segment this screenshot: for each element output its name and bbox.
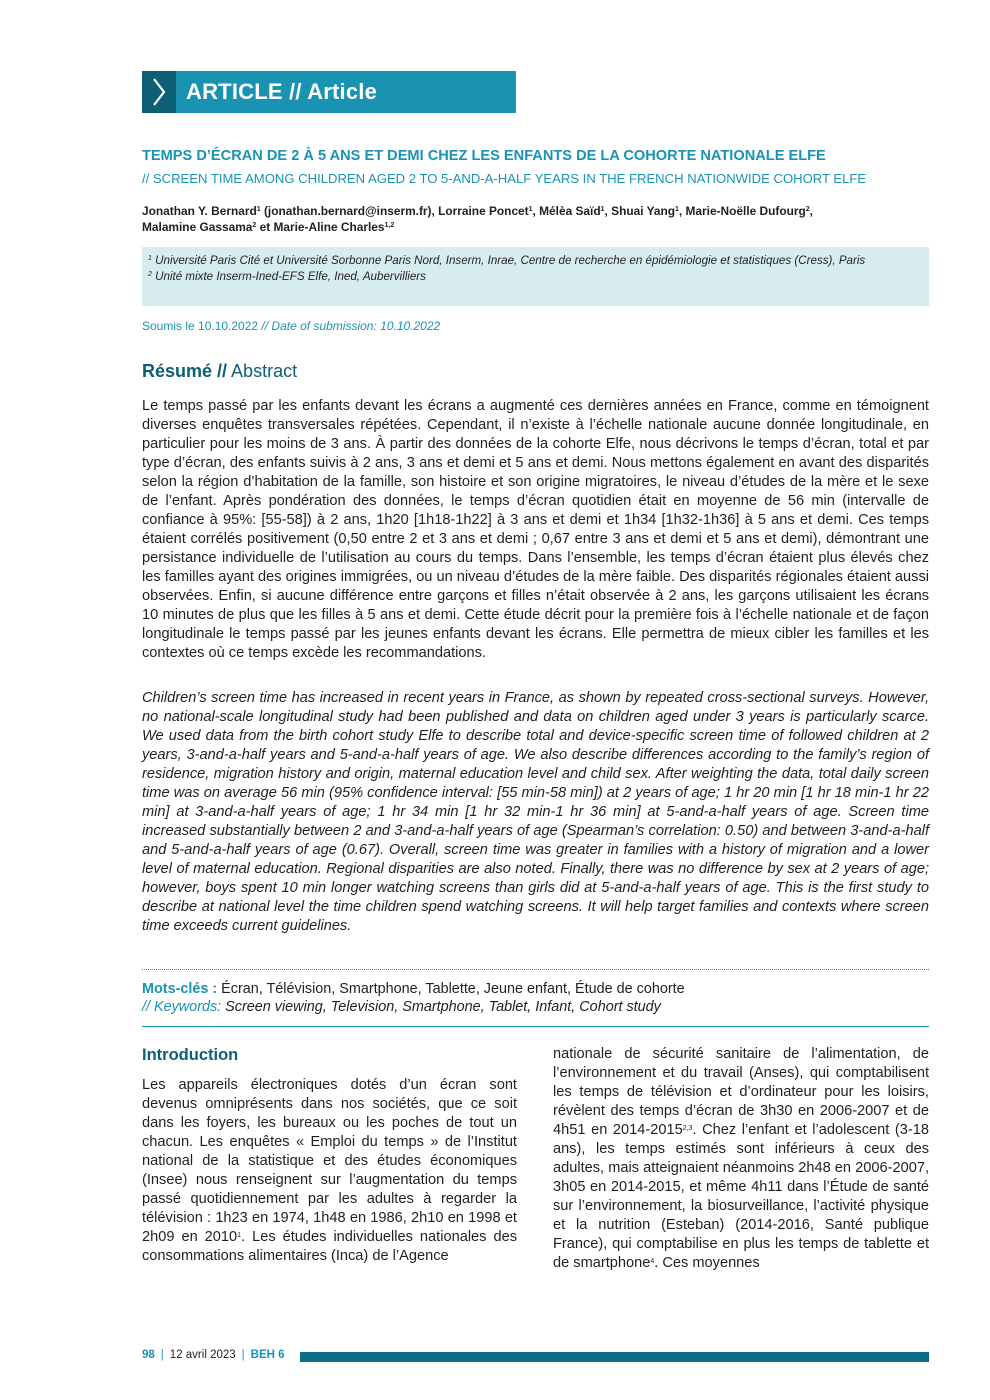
body-text: . Les études individuelles nationales des consommations alimentaires (Inca) de l’Agence bbox=[142, 1229, 517, 1264]
author-affiliation-ref: 2 bbox=[252, 222, 257, 229]
introduction-heading: Introduction bbox=[142, 1046, 239, 1064]
affiliation-number: 1 bbox=[148, 255, 152, 262]
author-name: et Marie-Aline Charles bbox=[256, 220, 385, 234]
body-text: Les appareils électroniques dotés d’un écran sont devenus omniprésents dans nos sociétés, que ce soit dans les foyers, les bureaux ou les poches de tout un chacun. Les enquêtes « Emploi du temps » de l’Institut national de la statistique et des études économiques (Insee) nous renseignent sur l’augmentation du temps passé quotidiennement par les adultes à regarder la télévision : 1h23 en 1974, 1h48 en 1986, 2h10 en 1998 et 2h09 en 2010 bbox=[142, 1077, 517, 1245]
body-text: . Ces moyennes bbox=[654, 1255, 760, 1271]
submission-date bbox=[142, 319, 440, 333]
affiliation-text: Université Paris Cité et Université Sorbonne Paris Nord, Inserm, Inrae, Centre de recherche en épidémiologie et statistiques (Cress), Paris bbox=[151, 254, 866, 267]
page-number: 98 bbox=[142, 1349, 155, 1361]
abstract-heading-fr: Résumé // bbox=[142, 361, 228, 381]
keywords-fr bbox=[142, 981, 685, 997]
journal-issue: BEH 6 bbox=[250, 1349, 285, 1361]
affiliation-item bbox=[148, 253, 919, 269]
article-title-fr: TEMPS D’ÉCRAN DE 2 À 5 ANS ET DEMI CHEZ LES ENFANTS DE LA COHORTE NATIONALE ELFE bbox=[142, 148, 826, 164]
reference-marker: 2,3 bbox=[682, 1125, 693, 1132]
banner-title: ARTICLE // Article bbox=[186, 79, 378, 104]
author-affiliation-ref: 1 bbox=[256, 206, 261, 213]
keywords-bottom-divider bbox=[142, 1026, 929, 1027]
body-text: . Chez l’enfant et l’adolescent (3-18 ans), les temps estimés sont inférieurs à ceux des adultes, mais atteignaient néanmoins 2h48 en 2006-2007, 3h05 en 2014-2015, et même 4h11 dans l’Étude de santé sur l’environnement, la biosurveillance, l’activité physique et la nutrition (Esteban) (2014-2016, Santé publique France), qui comptabilise en plus les temps de tablette et de smartphone bbox=[553, 1122, 929, 1271]
affiliations-box bbox=[142, 247, 929, 306]
keywords-en-label: // Keywords: bbox=[142, 999, 222, 1015]
author-name: , Shuai Yang bbox=[604, 204, 676, 218]
footer-separator: | bbox=[160, 1349, 164, 1361]
introduction-column-2 bbox=[553, 1045, 929, 1273]
author-name: Jonathan Y. Bernard bbox=[142, 204, 257, 218]
author-name: Lorraine Poncet bbox=[438, 204, 529, 218]
chevron-right-icon bbox=[142, 71, 176, 113]
page-footer bbox=[142, 1349, 285, 1361]
author-affiliation-ref: 1 bbox=[675, 206, 679, 213]
keywords-en-text: Screen viewing, Television, Smartphone, Tablet, Infant, Cohort study bbox=[221, 999, 661, 1015]
author-affiliation-ref: 2 bbox=[805, 206, 810, 213]
abstract-text-en: Children’s screen time has increased in recent years in France, as shown by repeated cross-sectional surveys. However, no national-scale longitudinal study had been published and data on children aged under 3 years is particularly scarce. We used data from the birth cohort study Elfe to describe total and device-specific screen time of followed children at 2 years, 3-and-a-half years and 5-and-a-half years of age. We also describe differences according to the family’s region of residence, migration history and origin, maternal education level and child sex. After weighting the data, total daily screen time was on average 56 min (95% confidence interval: [55 min-58 min]) at 2 years of age; 1 hr 20 min [1 hr 18 min-1 hr 22 min] at 3-and-a-half years of age; 1 hr 34 min [1 hr 32 min-1 hr 36 min] at 5-and-a-half years of age. Screen time increased substantially between 2 and 3-and-a-half years of age (Spearman’s correlation: 0.50) and between 3-and-a-half and 5-and-a-half years of age (0.67). Overall, screen time was greater in families with a history of migration and a lower level of maternal education. Regional disparities are also noted. Finally, there was no difference by sex at 2 years of age; however, boys spent 10 min longer watching screens than girls did at 5-and-a-half years of age. This is the first study to describe at national level the time children spend watching screens. It will help target families and contexts where screen time exceeds current guidelines. bbox=[142, 690, 929, 934]
author-affiliation-ref: 1 bbox=[600, 206, 605, 213]
reference-marker: 1 bbox=[237, 1232, 242, 1239]
keywords-en bbox=[142, 999, 661, 1015]
article-type-banner bbox=[142, 71, 516, 113]
keywords-fr-text: Écran, Télévision, Smartphone, Tablette, Jeune enfant, Étude de cohorte bbox=[217, 981, 685, 997]
author-email[interactable]: (jonathan.bernard@inserm.fr), bbox=[260, 204, 439, 218]
author-affiliation-ref: 1,2 bbox=[384, 222, 395, 229]
submission-date-en: // Date of submission: 10.10.2022 bbox=[261, 319, 441, 333]
keywords-top-divider bbox=[142, 969, 929, 970]
abstract-heading-en: Abstract bbox=[227, 361, 298, 381]
footer-bar bbox=[300, 1352, 929, 1362]
author-name: , Marie-Noëlle Dufourg bbox=[678, 204, 806, 218]
body-text: nationale de sécurité sanitaire de l’alimentation, de l’environnement et du travail (Anses), qui comptabilisent les temps de télévision et d’ordinateur pour les loisirs, révèlent des temps d’écran de 3h30 en 2006-2007 et de 4h51 en 2014-2015 bbox=[553, 1046, 929, 1138]
chevron-right-icon-svg bbox=[152, 77, 166, 107]
author-list bbox=[142, 203, 932, 235]
abstract-text-fr: Le temps passé par les enfants devant les écrans a augmenté ces dernières années en France, comme en témoignent diverses enquêtes transversales répétées. Cependant, il n’existe à l’échelle nationale aucune donnée longitudinale, en particulier pour les moins de 3 ans. À partir des données de la cohorte Elfe, nous décrivons le temps d’écran, total et par type d’écran, des enfants suivis à 2 ans, 3 ans et demi et 5 ans et demi. Nous mettons également en avant des disparités selon la région d’habitation de la famille, son histoire et son origine migratoires, le niveau d’études de la mère et le sexe de l’enfant. Après pondération des données, le temps d’écran quotidien était en moyenne de 56 min (intervalle de confiance à 95%: [55-58]) à 2 ans, 1h20 [1h18-1h22] à 3 ans et demi et 1h34 [1h32-1h36] à 5 ans et demi. Ces temps étaient corrélés positivement (0,50 entre 2 et 3 ans et demi ; 0,67 entre 3 ans et demi et 5 ans et demi), démontrant une persistance individuelle de l’utilisation au cours du temps. Dans l’ensemble, les temps d’écran étaient plus élevés chez les familles ayant des origines immigrées, ou un niveau d’études de la mère faible. Des disparités régionales étaient aussi observées. Enfin, si aucune différence entre garçons et filles n’était observée à 2 ans, les garçons utilisaient les écrans 10 minutes de plus que les filles à 5 ans et demi. Cette étude décrit pour la première fois à l’échelle nationale et de façon longitudinale le temps passé par les jeunes enfants devant les écrans. Elle permettra de mieux cibler les familles et les contextes où ce temps excède les recommandations. bbox=[142, 398, 929, 661]
affiliation-item bbox=[148, 269, 919, 285]
article-title-en: // SCREEN TIME AMONG CHILDREN AGED 2 TO 5-AND-A-HALF YEARS IN THE FRENCH NATIONWIDE COHORT ELFE bbox=[142, 171, 867, 186]
introduction-column-1 bbox=[142, 1076, 517, 1266]
issue-date: 12 avril 2023 bbox=[169, 1349, 236, 1361]
author-affiliation-ref: 1 bbox=[528, 206, 533, 213]
author-name: , Mélèa Saïd bbox=[532, 204, 601, 218]
abstract-heading bbox=[142, 361, 297, 382]
keywords-fr-label: Mots-clés : bbox=[142, 981, 218, 997]
author-name: Malamine Gassama bbox=[142, 220, 253, 234]
reference-marker: 4 bbox=[650, 1258, 655, 1265]
affiliation-number: 2 bbox=[148, 270, 152, 278]
footer-separator: | bbox=[241, 1349, 245, 1361]
affiliation-text: Unité mixte Inserm-Ined-EFS Elfe, Ined, Aubervilliers bbox=[151, 269, 426, 283]
author-separator: , bbox=[809, 204, 813, 218]
submission-date-fr: Soumis le 10.10.2022 bbox=[142, 319, 262, 333]
